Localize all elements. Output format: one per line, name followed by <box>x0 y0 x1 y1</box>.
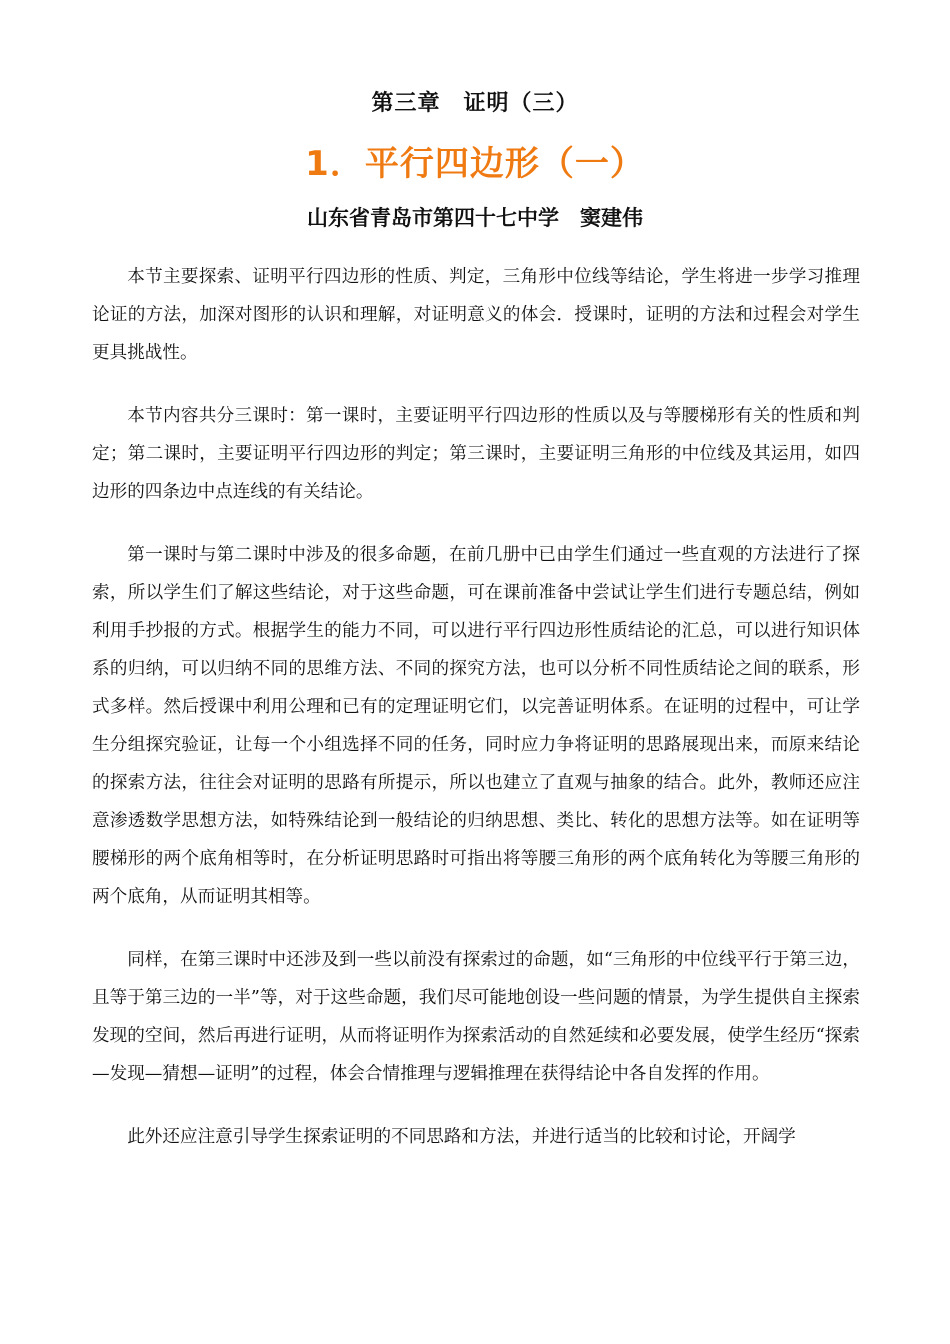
paragraph-5: 此外还应注意引导学生探索证明的不同思路和方法，并进行适当的比较和讨论，开阔学 <box>127 1127 796 1147</box>
section-title: 1．平行四边形（一） <box>305 144 645 184</box>
paragraph-4: 同样，在第三课时中还涉及到一些以前没有探索过的命题，如“三角形的中位线平行于第三边，且等于第三边的一半”等，对于这些命题，我们尽可能地创设一些问题的情景，为学生提供自主探索发现的空间，然后再进行证明，从而将证明作为探索活动的自然延续和必要发展，使学生经历“探索—发现—猜想—证明”的过程，体会合情推理与逻辑推理在获得结论中各自发挥的作用。 <box>92 950 860 1084</box>
paragraph-2: 本节内容共分三课时：第一课时，主要证明平行四边形的性质以及与等腰梯形有关的性质和判定；第二课时，主要证明平行四边形的判定；第三课时，主要证明三角形的中位线及其运用，如四边形的四条边中点连线的有关结论。 <box>92 406 860 502</box>
paragraph-1: 本节主要探索、证明平行四边形的性质、判定，三角形中位线等结论，学生将进一步学习推理论证的方法，加深对图形的认识和理解，对证明意义的体会．授课时，证明的方法和过程会对学生更具挑战性。 <box>92 267 860 363</box>
author-line: 山东省青岛市第四十七中学 窦建伟 <box>307 206 643 230</box>
chapter-title: 第三章 证明（三） <box>371 91 579 116</box>
body-text <box>92 258 860 1181</box>
paragraph-3: 第一课时与第二课时中涉及的很多命题，在前几册中已由学生们通过一些直观的方法进行了探索，所以学生们了解这些结论，对于这些命题，可在课前准备中尝试让学生们进行专题总结，例如利用手抄报的方式。根据学生的能力不同，可以进行平行四边形性质结论的汇总，可以进行知识体系的归纳，可以归纳不同的思维方法、不同的探究方法，也可以分析不同性质结论之间的联系，形式多样。然后授课中利用公理和已有的定理证明它们，以完善证明体系。在证明的过程中，可让学生分组探究验证，让每一个小组选择不同的任务，同时应力争将证明的思路展现出来，而原来结论的探索方法，往往会对证明的思路有所提示，所以也建立了直观与抽象的结合。此外，教师还应注意渗透数学思想方法，如特殊结论到一般结论的归纳思想、类比、转化的思想方法等。如在证明等腰梯形的两个底角相等时，在分析证明思路时可指出将等腰三角形的两个底角转化为等腰三角形的两个底角，从而证明其相等。 <box>92 545 860 907</box>
